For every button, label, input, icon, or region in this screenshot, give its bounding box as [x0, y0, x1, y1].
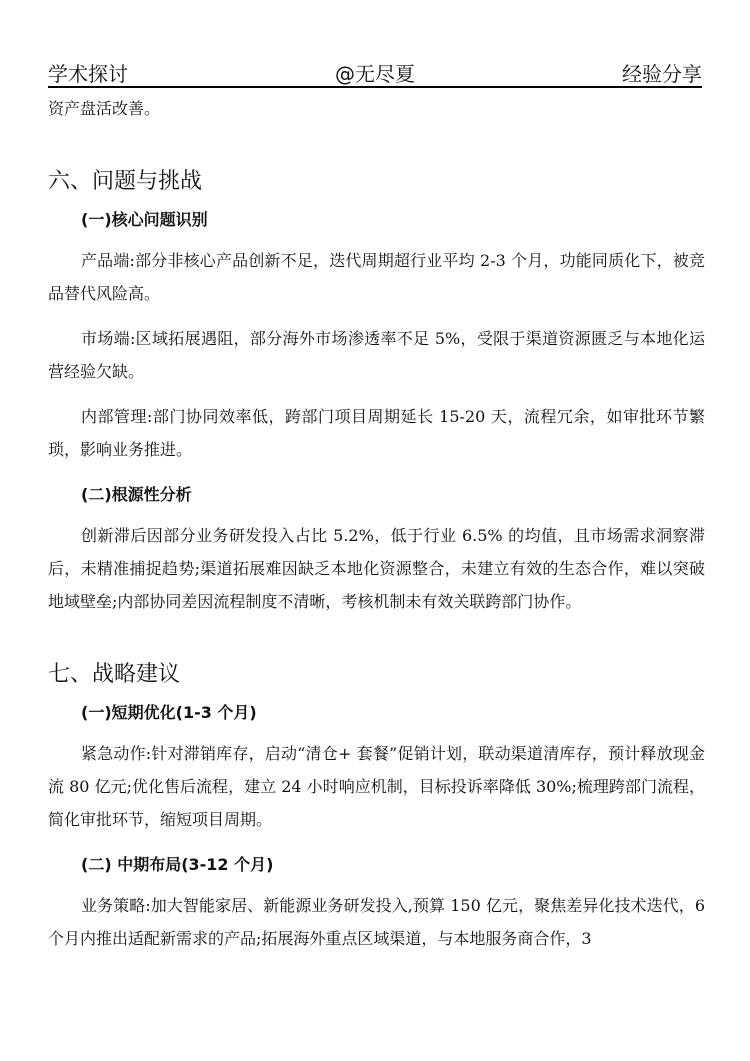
section-6-heading: 六、问题与挑战: [48, 169, 203, 194]
section-6-sub2-paragraph-1: 创新滞后因部分业务研发投入占比 5.2%，低于行业 6.5% 的均值，且市场需求洞察滞后，未精准捕捉趋势;渠道拓展难因缺乏本地化资源整合，未建立有效的生态合作，难以突破地域壁垒;内部协同差因流程制度不清晰，考核机制未有效关联跨部门协作。: [48, 526, 705, 611]
section-6-sub1-paragraph-1: 产品端:部分非核心产品创新不足，迭代周期超行业平均 2-3 个月，功能同质化下，被竞品替代风险高。: [48, 251, 705, 303]
section-6-sub1-heading: (一)核心问题识别: [81, 210, 208, 229]
section-6-sub1-paragraph-3: 内部管理:部门协同效率低，跨部门项目周期延长 15-20 天，流程冗余，如审批环节繁琐，影响业务推进。: [48, 407, 705, 459]
intro-tail-paragraph: 资产盘活改善。: [48, 99, 161, 118]
header-left-label: 学术探讨: [48, 62, 128, 86]
section-7-sub2-heading: (二) 中期布局(3-12 个月): [81, 855, 274, 874]
header-right-label: 经验分享: [622, 62, 702, 86]
document-body: [48, 92, 705, 955]
section-7-sub1-heading: (一)短期优化(1-3 个月): [81, 703, 257, 722]
page-header: [48, 52, 702, 88]
section-7-sub1-paragraph-1: 紧急动作:针对滞销库存，启动“清仓+ 套餐”促销计划，联动渠道清库存，预计释放现金流 80 亿元;优化售后流程，建立 24 小时响应机制，目标投诉率降低 30%;梳理跨部门流程，简化审批环节，缩短项目周期。: [48, 744, 705, 829]
section-6-sub1-paragraph-2: 市场端:区域拓展遇阻，部分海外市场渗透率不足 5%，受限于渠道资源匮乏与本地化运营经验欠缺。: [48, 329, 705, 381]
section-7-sub2-paragraph-1: 业务策略:加大智能家居、新能源业务研发投入,预算 150 亿元，聚焦差异化技术迭代，6 个月内推出适配新需求的产品;拓展海外重点区域渠道，与本地服务商合作，3: [48, 896, 705, 948]
header-author-label: @无尽夏: [335, 62, 415, 86]
section-6-sub2-heading: (二)根源性分析: [81, 485, 192, 504]
section-7-heading: 七、战略建议: [48, 662, 181, 687]
